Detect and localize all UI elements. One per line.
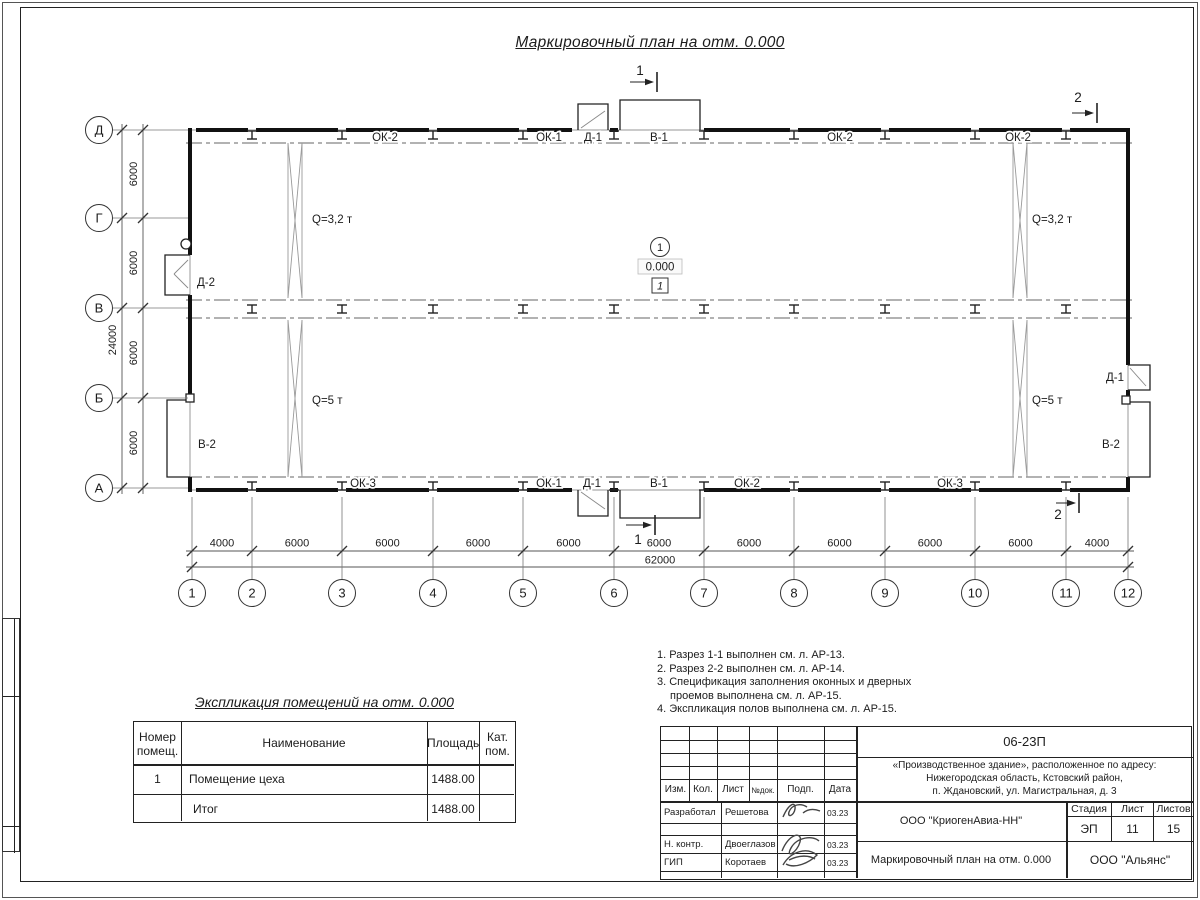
- col-ndoc: №док.: [751, 786, 775, 795]
- table-cell-total-area: 1488.00: [431, 802, 475, 816]
- gate-label: В-2: [198, 439, 216, 451]
- signature-icon: [777, 829, 825, 873]
- sheet-label: Лист: [1121, 803, 1144, 815]
- bay-width-dim: 6000: [375, 537, 400, 550]
- address-line: «Производственное здание», расположенное по адресу:: [892, 760, 1157, 771]
- door-label: Д-2: [196, 277, 216, 289]
- role-label: ГИП: [664, 857, 683, 868]
- window-label: ОК-2: [827, 132, 853, 144]
- sheet-number: 11: [1126, 822, 1139, 836]
- role-name: Коротаев: [725, 857, 767, 868]
- column-header: Номер помещ.: [136, 730, 179, 758]
- drawing-name: Маркировочный план на отм. 0.000: [870, 854, 1052, 866]
- bay-height-dim: 6000: [128, 161, 140, 187]
- exterior-walls: [190, 128, 1128, 492]
- column-header: Наименование: [262, 736, 346, 750]
- bay-width-dim: 4000: [1084, 537, 1110, 550]
- section-arrow-icon: [643, 522, 652, 528]
- room-table: [133, 721, 516, 823]
- col-axis-label: 11: [1059, 585, 1073, 601]
- section-arrow-icon: [645, 79, 654, 85]
- door-label: Д-1: [583, 132, 603, 144]
- role-name: Двоеглазов: [725, 839, 776, 850]
- row-axis-label: Д: [94, 122, 104, 138]
- row-axis-label: Г: [95, 210, 103, 226]
- design-org: ООО "КриогенАвиа-НН": [899, 815, 1023, 827]
- window-label: ОК-3: [937, 478, 963, 490]
- gate-label: В-1: [650, 478, 668, 490]
- window-label: ОК-2: [372, 132, 398, 144]
- strip-divider: [3, 826, 21, 827]
- drawing-notes: [657, 649, 987, 717]
- window-label: ОК-1: [536, 478, 562, 490]
- bay-height-dim: 6000: [128, 340, 140, 366]
- bay-height-dim: 6000: [128, 250, 140, 276]
- col-axis-label: 4: [429, 585, 437, 601]
- window-label: ОК-2: [734, 478, 760, 490]
- bay-width-dim: 6000: [465, 537, 491, 550]
- titleblock-line: [661, 871, 856, 872]
- note-line: 3. Спецификация заполнения оконных и дверных: [657, 676, 912, 689]
- titleblock-line: [856, 841, 1193, 842]
- table-grid-line: [134, 764, 514, 766]
- col-axis-label: 6: [610, 585, 618, 601]
- table-grid-line: [134, 794, 514, 795]
- role-date: 03.23: [827, 858, 849, 868]
- sheets-total: 15: [1166, 822, 1181, 836]
- bay-width-dim: 6000: [1008, 537, 1033, 550]
- col-axis-label: 8: [790, 585, 798, 601]
- bay-width-dim: 6000: [736, 537, 762, 550]
- col-axis-label: 5: [519, 585, 527, 601]
- section-1-label: 1: [636, 63, 644, 78]
- gate-label: В-2: [1102, 439, 1120, 451]
- titleblock-line: [661, 835, 856, 836]
- room-table-title: Экспликация помещений на отм. 0.000: [195, 694, 454, 710]
- titleblock-line: [856, 757, 1193, 758]
- col-axis-label: 7: [700, 585, 708, 601]
- col-axis-label: 9: [881, 585, 889, 601]
- bay-width-dim: 6000: [827, 537, 852, 550]
- titleblock-line: [721, 801, 722, 878]
- note-line: проемов выполнена см. л. АР-15.: [670, 689, 842, 702]
- address-line: Нижегородская область, Кстовский район,: [926, 773, 1123, 784]
- titleblock-line: [661, 853, 856, 854]
- col-podp: Подп.: [787, 784, 814, 795]
- column-header: Площадь: [427, 736, 480, 750]
- wall-baselines: [190, 130, 1128, 490]
- table-cell-room-name: Помещение цеха: [189, 772, 285, 786]
- door-leaves: [174, 111, 1146, 509]
- column-header: Кат. пом.: [485, 730, 510, 758]
- client-org: ООО "Альянс": [1089, 853, 1171, 867]
- door-label: Д-1: [1105, 372, 1125, 384]
- vertical-bracing: [288, 143, 1027, 477]
- role-date: 03.23: [827, 840, 849, 850]
- sheets-label: Листов: [1156, 803, 1191, 815]
- col-izm: Изм.: [664, 784, 687, 795]
- floor-type-mark: 1: [656, 280, 664, 293]
- section-mark-2-top: [1072, 90, 1097, 123]
- address-line: п. Ждановский, ул. Магистральная, д. 3: [932, 786, 1117, 797]
- room-mark: [638, 238, 682, 294]
- crane-capacity-label: Q=3,2 т: [312, 214, 353, 226]
- col-axis-label: 12: [1120, 585, 1136, 601]
- gate-label: В-1: [650, 132, 668, 144]
- window-label: ОК-3: [350, 478, 376, 490]
- table-cell-room-area: 1488.00: [431, 772, 475, 786]
- crane-labels: [312, 214, 1073, 407]
- room-number: 1: [656, 242, 664, 254]
- role-label: Н. контр.: [664, 839, 704, 850]
- strip-divider: [3, 696, 21, 697]
- titleblock-line: [661, 740, 856, 741]
- stage-value: ЭП: [1080, 822, 1098, 836]
- crane-capacity-label: Q=5 т: [312, 395, 343, 407]
- titleblock-line: [661, 801, 856, 803]
- door-label: Д-1: [582, 478, 602, 490]
- stage-label: Стадия: [1071, 803, 1107, 815]
- section-arrow-icon: [1085, 110, 1094, 116]
- col-list: Лист: [722, 784, 744, 795]
- col-axis-label: 2: [248, 585, 256, 601]
- elevation-mark: 0.000: [645, 261, 675, 274]
- section-1-label: 1: [634, 532, 642, 547]
- role-name: Решетова: [725, 807, 769, 818]
- bay-width-dim: 6000: [284, 537, 310, 550]
- role-date: 03.23: [827, 808, 849, 818]
- table-cell-total-label: Итог: [193, 802, 219, 816]
- note-line: 1. Разрез 1-1 выполнен см. л. АР-13.: [657, 649, 845, 661]
- bay-width-dim: 6000: [917, 537, 943, 550]
- axis-dashdot-lines: [186, 143, 1132, 477]
- window-label: ОК-2: [1005, 132, 1031, 144]
- titleblock-line: [661, 823, 856, 824]
- door-vestibules: [165, 100, 1150, 518]
- col-axis-label: 1: [188, 585, 196, 601]
- row-axis-label: В: [94, 300, 104, 316]
- signature-icon: [779, 799, 823, 823]
- section-mark-2-bottom: [1054, 493, 1079, 522]
- note-line: 4. Экспликация полов выполнена см. л. АР-15.: [657, 703, 897, 716]
- col-axis-label: 10: [967, 585, 983, 601]
- titleblock-line: [661, 753, 856, 754]
- bay-width-dim: 4000: [209, 537, 235, 550]
- title-block: [660, 726, 1192, 880]
- row-axis-label: А: [94, 480, 104, 496]
- titleblock-line: [1066, 816, 1193, 817]
- total-width-dim: 62000: [644, 554, 676, 567]
- bay-width-dim: 6000: [556, 537, 581, 550]
- wall-opening-labels: [197, 132, 1124, 490]
- total-height-dim: 24000: [107, 324, 119, 356]
- section-2-label: 2: [1054, 507, 1062, 522]
- note-line: 2. Разрез 2-2 выполнен см. л. АР-14.: [657, 662, 845, 675]
- role-label: Разработал: [664, 807, 716, 818]
- section-arrow-icon: [1067, 500, 1076, 506]
- window-label: ОК-1: [536, 132, 562, 144]
- page-title: Маркировочный план на отм. 0.000: [515, 34, 785, 51]
- titleblock-line: [661, 766, 856, 767]
- table-grid-line: [479, 722, 480, 821]
- doc-number: 06-23П: [1003, 734, 1046, 749]
- bay-width-dim: 6000: [646, 537, 672, 550]
- col-kol: Кол.: [693, 784, 713, 795]
- section-mark-1-top: [630, 63, 657, 92]
- dimension-lines: [122, 124, 1134, 567]
- crane-capacity-label: Q=5 т: [1032, 395, 1063, 407]
- col-data: Дата: [828, 784, 852, 795]
- generated-grid: [86, 117, 1142, 607]
- crane-capacity-label: Q=3,2 т: [1032, 214, 1073, 226]
- row-axis-label: Б: [94, 390, 104, 406]
- titleblock-line: [661, 779, 856, 780]
- section-2-label: 2: [1074, 90, 1082, 105]
- bay-height-dim: 6000: [128, 430, 140, 456]
- table-cell-room-number: 1: [154, 772, 161, 786]
- col-axis-label: 3: [338, 585, 346, 601]
